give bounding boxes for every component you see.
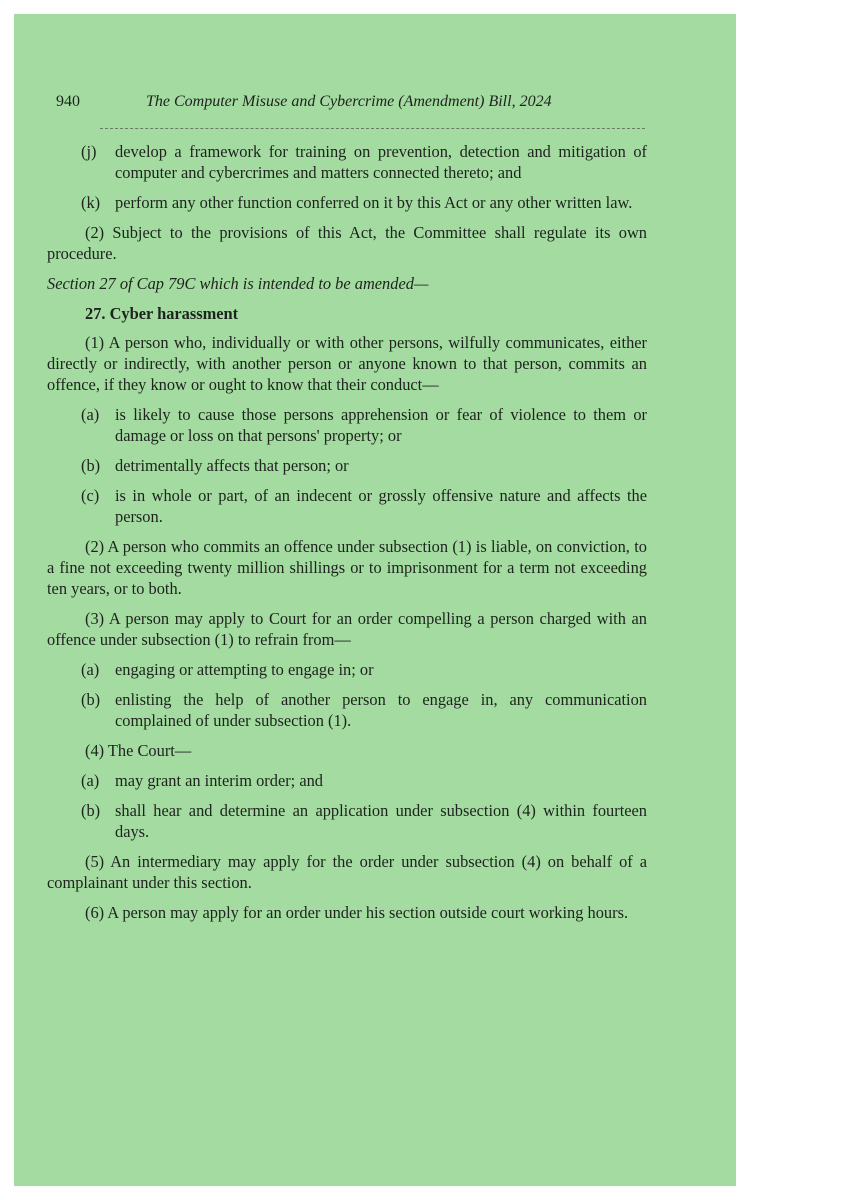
page-number: 940 xyxy=(56,93,80,110)
item-label: (k) xyxy=(81,193,101,212)
subsection-1-item-a xyxy=(47,404,647,446)
clause-item-k xyxy=(47,192,647,213)
committee-procedure-paragraph: (2) Subject to the provisions of this Act, the Committee shall regulate its own procedure. xyxy=(47,223,647,263)
subsection-5: (5) An intermediary may apply for the order under subsection (4) on behalf of a complainant under this section. xyxy=(47,852,647,892)
item-label: (b) xyxy=(81,690,101,709)
subsection-1: (1) A person who, individually or with other persons, wilfully communicates, either directly or indirectly, with another person or anyone known to that person, commits an offence, if they know or ought to know that their conduct— xyxy=(47,333,647,394)
subsection-6: (6) A person may apply for an order under his section outside court working hours. xyxy=(85,903,629,922)
subsection-1-item-c xyxy=(47,485,647,527)
item-label: (a) xyxy=(81,771,100,790)
item-label: (b) xyxy=(81,456,101,475)
running-title: The Computer Misuse and Cybercrime (Amendment) Bill, 2024 xyxy=(146,93,552,110)
item-label: (c) xyxy=(81,486,100,505)
header-rule xyxy=(100,128,645,129)
item-label: (a) xyxy=(81,405,100,424)
item-text: is in whole or part, of an indecent or grossly offensive nature and affects the person. xyxy=(115,486,647,526)
clause-item-j xyxy=(47,141,647,183)
subsection-3-item-a xyxy=(47,659,647,680)
subsection-3: (3) A person may apply to Court for an order compelling a person charged with an offence under subsection (1) to refrain from— xyxy=(47,609,647,649)
item-text: may grant an interim order; and xyxy=(115,771,323,790)
subsection-1-item-b xyxy=(47,455,647,476)
document-body xyxy=(47,141,647,932)
item-text: detrimentally affects that person; or xyxy=(115,456,349,475)
subsection-4-item-a xyxy=(47,770,647,791)
page-edge-gap xyxy=(736,540,740,660)
item-label: (a) xyxy=(81,660,100,679)
item-text: is likely to cause those persons apprehension or fear of violence to them or damage or loss on that persons' property; or xyxy=(115,405,647,445)
item-label: (j) xyxy=(81,142,97,161)
item-label: (b) xyxy=(81,801,101,820)
section-heading: 27. Cyber harassment xyxy=(85,304,239,323)
item-text: develop a framework for training on prevention, detection and mitigation of computer and cybercrimes and matters connected thereto; and xyxy=(115,142,647,182)
item-text: enlisting the help of another person to engage in, any communication complained of under subsection (1). xyxy=(115,690,647,730)
subsection-3-item-b xyxy=(47,689,647,731)
item-text: engaging or attempting to engage in; or xyxy=(115,660,374,679)
item-text: perform any other function conferred on it by this Act or any other written law. xyxy=(115,193,633,212)
subsection-4-item-b xyxy=(47,800,647,842)
subsection-2: (2) A person who commits an offence under subsection (1) is liable, on conviction, to a fine not exceeding twenty million shillings or to imprisonment for a term not exceeding ten years, or to both. xyxy=(47,537,647,598)
subsection-4: (4) The Court— xyxy=(85,741,192,760)
item-text: shall hear and determine an application under subsection (4) within fourteen days. xyxy=(115,801,647,841)
amendment-note: Section 27 of Cap 79C which is intended to be amended— xyxy=(47,274,429,293)
